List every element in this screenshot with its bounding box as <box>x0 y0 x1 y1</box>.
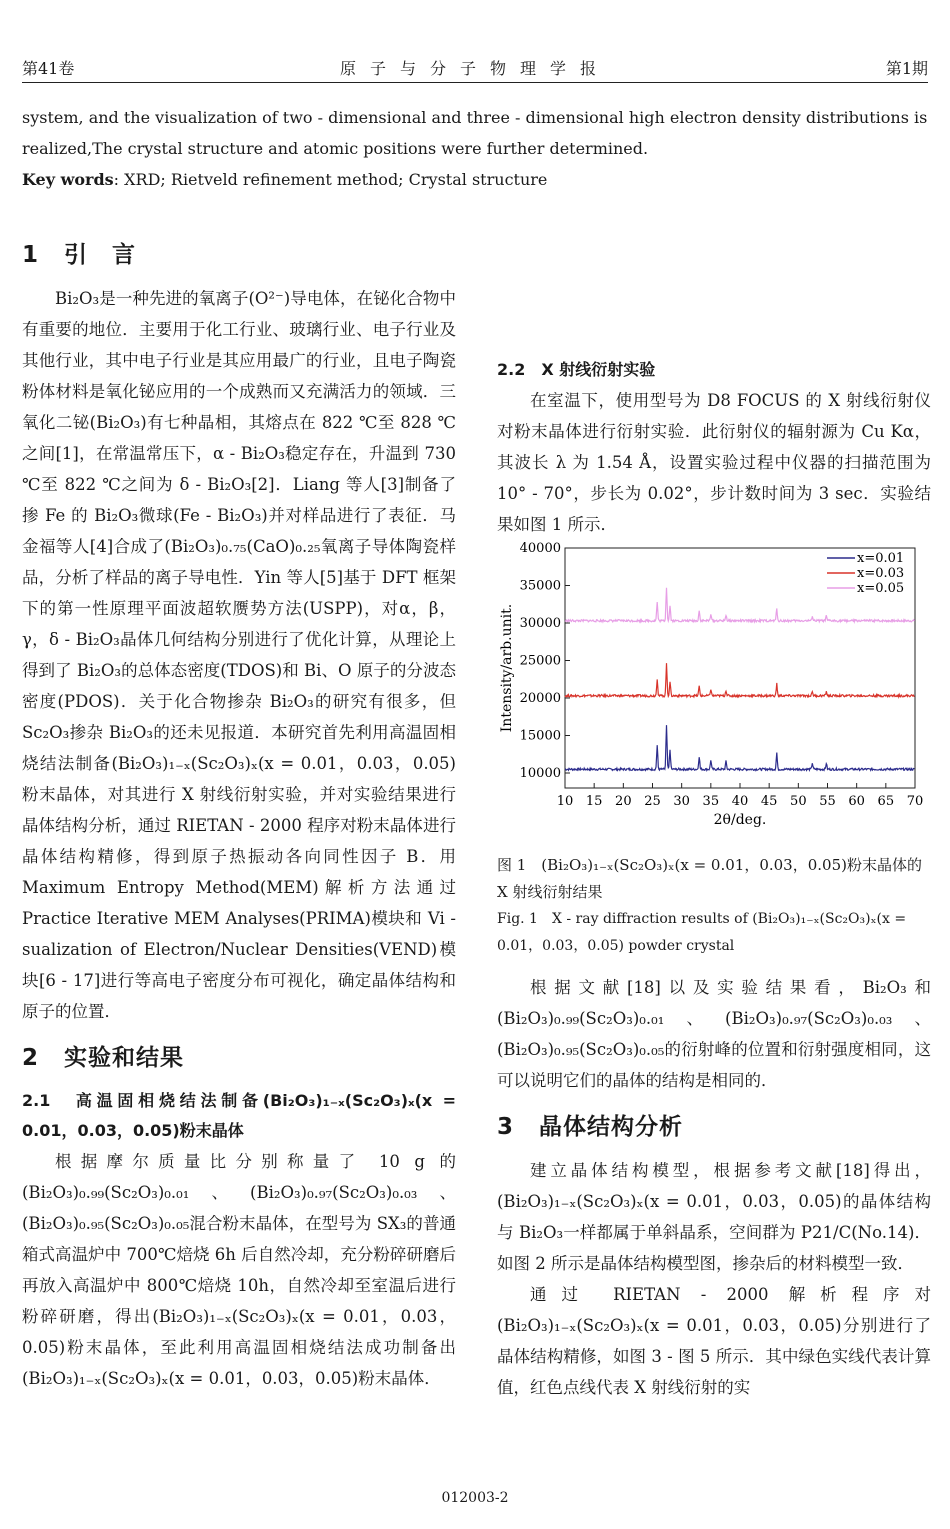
xrd-chart <box>497 540 931 852</box>
section-1-paragraph: Bi₂O₃是一种先进的氧离子(O²⁻)导电体，在铋化合物中有重要的地位．主要用于化工行业、玻璃行业、电子行业及其他行业，其中电子行业是其应用最广的行业，且电子陶瓷粉体材料是氧化铋应用的一个成熟而又充满活力的领域．三氧化二铋(Bi₂O₃)有七种晶相，其熔点在 822 ℃至 828 ℃之间[1]，在常温常压下，α - Bi₂O₃稳定存在，升温到 730 ℃至 822 ℃之间为 δ - Bi₂O₃[2]．Liang 等人[3]制备了掺 Fe 的 Bi₂O₃微球(Fe - Bi₂O₃)并对样品进行了表征．马金福等人[4]合成了(Bi₂O₃)₀.₇₅(CaO)₀.₂₅氧离子导体陶瓷样品，分析了样品的离子导电性．Yin 等人[5]基于 DFT 框架下的第一性原理平面波超软赝势方法(USPP)，对α，β，γ，δ - Bi₂O₃晶体几何结构分别进行了优化计算，从理论上得到了 Bi₂O₃的总体态密度(TDOS)和 Bi、O 原子的分波态密度(PDOS)．关于化合物掺杂 Bi₂O₃的研究有很多，但 Sc₂O₃掺杂 Bi₂O₃的还未见报道．本研究首先利用高温固相烧结法制备(Bi₂O₃)₁₋ₓ(Sc₂O₃)ₓ(x = 0.01，0.03，0.05)粉末晶体，对其进行 X 射线衍射实验，并对实验结果进行晶体结构分析，通过 RIETAN - 2000 程序对粉末晶体进行晶体结构精修，得到原子热振动各向同性因子 B．用 Maximum Entropy Method(MEM)解析方法通过 Practice Iterative MEM Analyses(PRIMA)模块和 Vi - sualization of Electron/Nuclear Densities(VEND)模块[6 - 17]进行等高电子密度分布可视化，确定晶体结构和原子的位置． <box>22 289 456 1021</box>
legend-label: x=0.03 <box>857 566 905 581</box>
y-tick-label: 40000 <box>519 541 561 556</box>
keywords-label: Key words <box>22 170 114 189</box>
figure-1 <box>497 540 931 852</box>
section-2-2-paragraph: 在室温下，使用型号为 D8 FOCUS 的 X 射线衍射仪对粉末晶体进行衍射实验．此衍射仪的辐射源为 Cu Kα，其波长 λ 为 1.54 Å，设置实验过程中仪器的扫描范围为 10° - 70°，步长为 0.02°，步计数时间为 3 sec．实验结果如图 1 所示． <box>497 391 931 534</box>
series-line-x=0.01 <box>565 725 914 770</box>
y-tick-label: 35000 <box>519 578 561 594</box>
volume-label: 第41卷 <box>22 59 75 78</box>
section-2-1-heading: 2.1 高温固相烧结法制备(Bi₂O₃)₁₋ₓ(Sc₂O₃)ₓ(x = 0.01，0.03，0.05)粉末晶体 <box>22 1091 456 1140</box>
y-tick-label: 20000 <box>519 691 561 706</box>
x-tick-label: 30 <box>673 794 690 809</box>
figure-1-caption-en: Fig. 1 X - ray diffraction results of (Bi₂O₃)₁₋ₓ(Sc₂O₃)ₓ(x = 0.01，0.03，0.05) powder crystal <box>497 911 907 954</box>
section-2-2-heading: 2.2 X 射线衍射实验 <box>497 360 656 379</box>
y-tick-label: 10000 <box>519 766 561 781</box>
x-tick-label: 65 <box>877 794 895 809</box>
x-tick-label: 40 <box>731 794 749 809</box>
section-2-2-paragraph-2: 根据文献[18]以及实验结果看，Bi₂O₃和(Bi₂O₃)₀.₉₉(Sc₂O₃)₀.₀₁、(Bi₂O₃)₀.₉₇(Sc₂O₃)₀.₀₃、(Bi₂O₃)₀.₉₅(Sc₂O₃)₀.₀₅的衍射峰的位置和衍射强度相同，这可以说明它们的晶体的结构是相同的． <box>497 978 931 1090</box>
x-tick-label: 45 <box>760 794 778 809</box>
x-tick-label: 20 <box>615 794 632 809</box>
abstract-tail <box>22 102 932 195</box>
legend-label: x=0.05 <box>857 581 905 596</box>
section-3-paragraph-2: 通过 RIETAN - 2000 解析程序对(Bi₂O₃)₁₋ₓ(Sc₂O₃)ₓ(x = 0.01，0.03，0.05)分别进行了晶体结构精修，如图 3 - 图 5 所示．其中绿色实线代表计算值，红色点线代表 X 射线衍射的实 <box>497 1285 931 1397</box>
keywords-text: : XRD; Rietveld refinement method; Crystal structure <box>113 170 548 189</box>
section-3-heading: 3 晶体结构分析 <box>497 1114 683 1140</box>
y-tick-label: 30000 <box>519 616 561 631</box>
legend-label: x=0.01 <box>857 551 905 566</box>
section-2-1-paragraph: 根据摩尔质量比分别称量了 10 g 的(Bi₂O₃)₀.₉₉(Sc₂O₃)₀.₀₁、(Bi₂O₃)₀.₉₇(Sc₂O₃)₀.₀₃、(Bi₂O₃)₀.₉₅(Sc₂O₃)₀.₀₅混合粉末晶体，在型号为 SX₃的普通箱式高温炉中 700℃焙烧 6h 后自然冷却，充分粉碎研磨后再放入高温炉中 800℃焙烧 10h，自然冷却至室温后进行粉碎研磨，得出(Bi₂O₃)₁₋ₓ(Sc₂O₃)ₓ(x = 0.01，0.03，0.05)粉末晶体，至此利用高温固相烧结法成功制备出(Bi₂O₃)₁₋ₓ(Sc₂O₃)ₓ(x = 0.01，0.03，0.05)粉末晶体． <box>22 1152 456 1388</box>
issue-label: 第1期 <box>885 59 928 78</box>
y-tick-label: 25000 <box>519 653 561 669</box>
left-column <box>22 230 456 1394</box>
keywords <box>22 164 932 195</box>
x-tick-label: 35 <box>702 794 720 809</box>
x-tick-label: 15 <box>585 794 603 809</box>
running-header <box>22 52 928 83</box>
x-tick-label: 60 <box>848 794 865 809</box>
y-axis-label: Intensity/arb.unit. <box>499 603 515 733</box>
section-3-paragraph-1: 建立晶体结构模型，根据参考文献[18]得出，(Bi₂O₃)₁₋ₓ(Sc₂O₃)ₓ(x = 0.01，0.03，0.05)的晶体结构与 Bi₂O₃一样都属于单斜晶系，空间群为 P21/C(No.14)．如图 2 所示是晶体结构模型图，掺杂后的材料模型一致． <box>497 1161 931 1273</box>
abstract-line-2: realized,The crystal structure and atomic positions were further determined. <box>22 139 649 158</box>
x-axis-label: 2θ/deg. <box>713 812 767 828</box>
x-tick-label: 70 <box>906 794 924 809</box>
right-column-main <box>497 230 931 1480</box>
series-line-x=0.03 <box>565 663 914 697</box>
section-1-heading: 1 引 言 <box>22 242 136 268</box>
x-tick-label: 10 <box>556 794 574 809</box>
page-number: 012003-2 <box>441 1490 509 1506</box>
section-2-heading: 2 实验和结果 <box>22 1045 184 1071</box>
y-tick-label: 15000 <box>519 728 561 744</box>
x-tick-label: 55 <box>819 794 836 809</box>
journal-name: 原子与分子物理学报 <box>339 59 610 78</box>
abstract-line-1: system, and the visualization of two - dimensional and three - dimensional high electron density distributions is <box>22 108 928 127</box>
x-tick-label: 50 <box>790 794 807 809</box>
x-tick-label: 25 <box>644 794 661 809</box>
figure-1-caption-cn: 图 1 (Bi₂O₃)₁₋ₓ(Sc₂O₃)ₓ(x = 0.01，0.03，0.05)粉末晶体的 X 射线衍射结果 <box>497 856 922 901</box>
